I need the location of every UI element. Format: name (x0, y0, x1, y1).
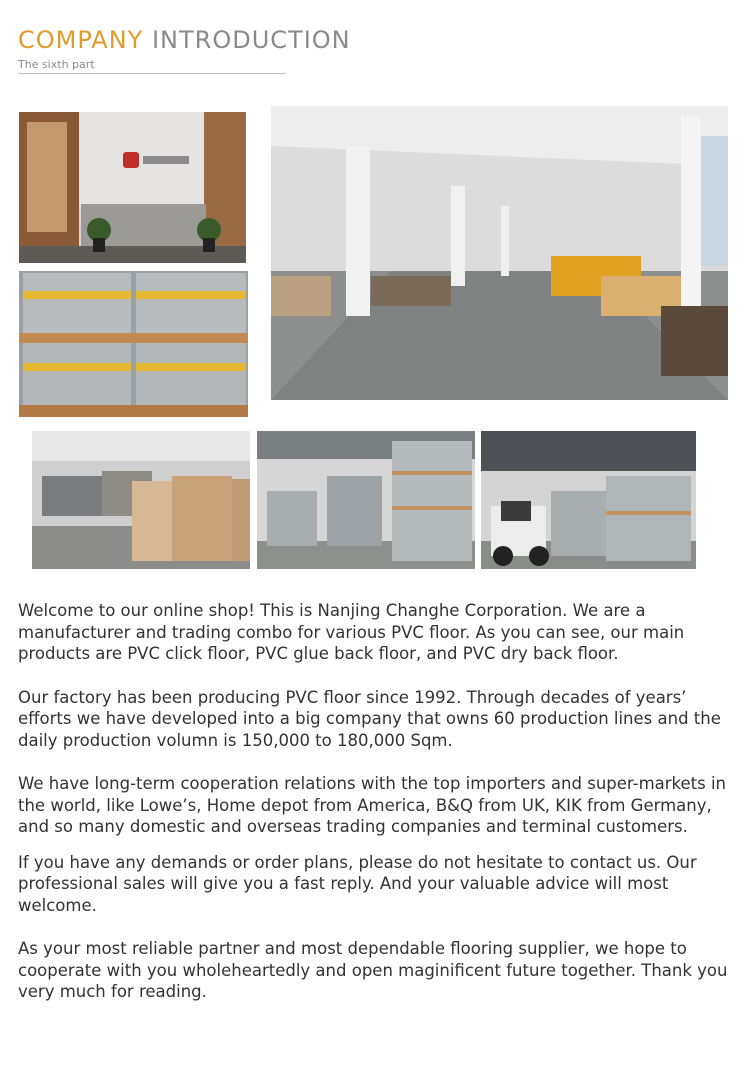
page-subtitle: The sixth part (18, 58, 95, 71)
title-rest: INTRODUCTION (151, 26, 351, 54)
wrapped-pallets-photo (257, 431, 475, 569)
intro-paragraph: Our factory has been producing PVC floor since 1992. Through decades of years’ efforts we have developed into a big company that owns 60 production lines and the daily production volumn is 150,000 to 180,000 Sqm. (18, 687, 721, 750)
intro-paragraph: Welcome to our online shop! This is Nanjing Changhe Corporation. We are a manufacturer and trading combo for various PVC floor. As you can see, our main products are PVC click floor, PVC glue back floor, and PVC dry back floor. (18, 601, 685, 663)
warehouse-interior-photo (271, 106, 728, 400)
boxed-stock-photo (32, 431, 250, 569)
page-title (18, 26, 351, 54)
header-divider (18, 73, 286, 74)
reception-lobby-photo (19, 112, 246, 263)
intro-paragraph: As your most reliable partner and most dependable flooring supplier, we hope to cooperate with you wholeheartedly and open maginificent future together. Thank you very much for reading. (18, 939, 728, 1001)
intro-paragraph: If you have any demands or order plans, please do not hesitate to contact us. Our professional sales will give you a fast reply. And your valuable advice will most welcome. (18, 852, 697, 915)
forklift-photo (481, 431, 696, 569)
title-accent: COMPANY (18, 26, 144, 54)
section-header (18, 26, 351, 71)
intro-paragraph: We have long-term cooperation relations with the top importers and super-markets in the world, like Lowe’s, Home depot from America, B&Q from UK, KIK from Germany, and so many domestic and overseas trading companies and terminal customers. (18, 774, 727, 836)
stacked-pallets-photo (19, 271, 248, 417)
intro-text (18, 600, 736, 1025)
